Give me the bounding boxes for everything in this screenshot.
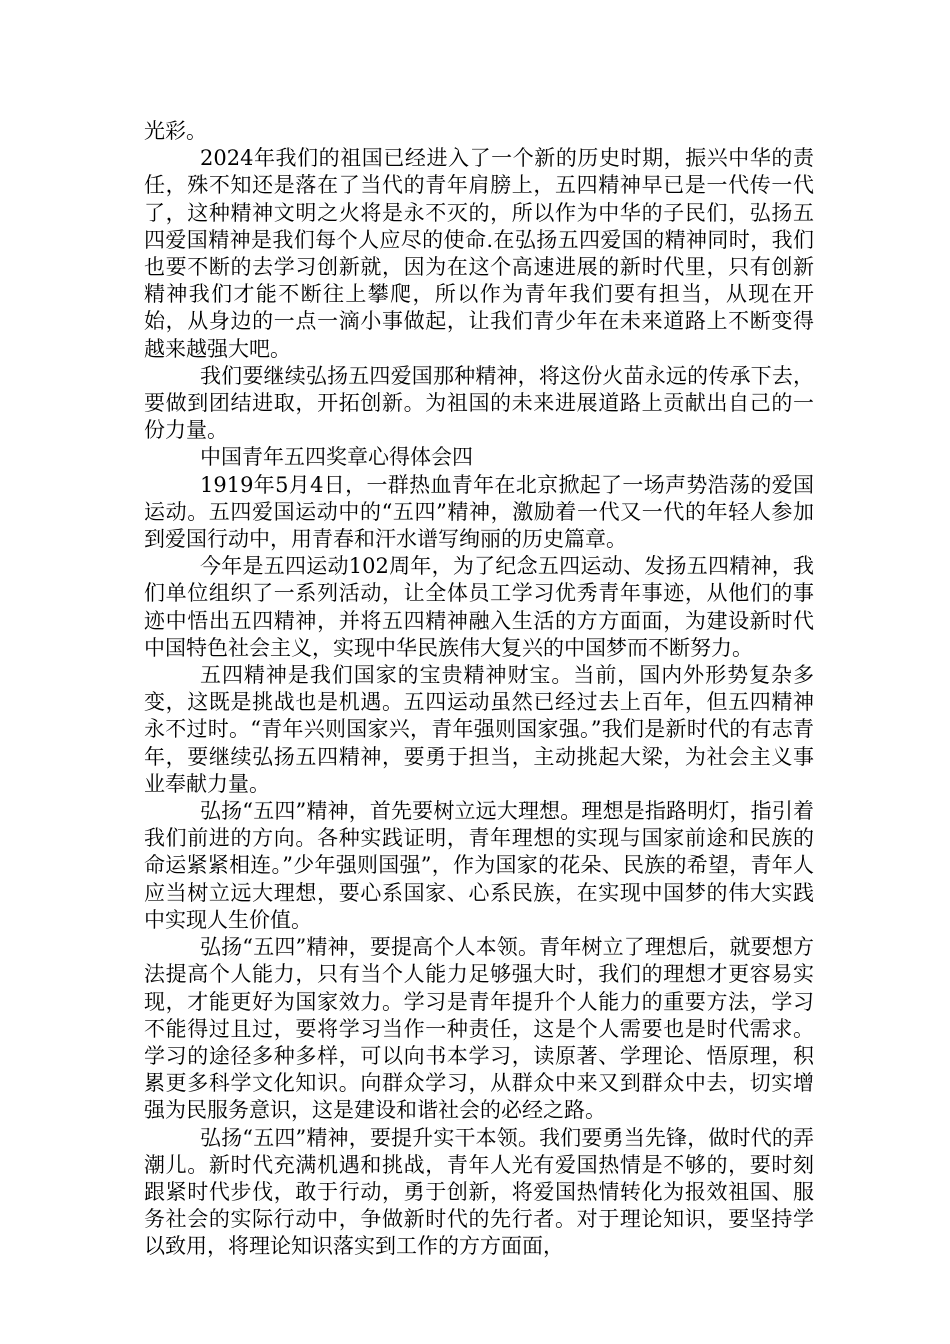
paragraph: 弘扬“五四”精神，要提高个人本领。青年树立了理想后，就要想方法提高个人能力，只有当个人能力足够强大时，我们的理想才更容易实现，才能更好为国家效力。学习是青年提升个人能力的重要方法，学习不能得过且过，要将学习当作一种责任，这是个人需要也是时代需求。学习的途径多种多样，可以向书本学习，读原著、学理论、悟原理，积累更多科学文化知识。向群众学习，从群众中来又到群众中去，切实增强为民服务意识，这是建设和谐社会的必经之路。 <box>144 935 814 1123</box>
paragraph: 我们要继续弘扬五四爱国那种精神，将这份火苗永远的传承下去，要做到团结进取，开拓创新。为祖国的未来进展道路上贡献出自己的一份力量。 <box>144 363 814 443</box>
paragraph: 弘扬“五四”精神，要提升实干本领。我们要勇当先锋，做时代的弄潮儿。新时代充满机遇和挑战，青年人光有爱国热情是不够的，要时刻跟紧时代步伐，敢于行动，勇于创新，将爱国热情转化为报效祖国、服务社会的实际行动中，争做新时代的先行者。对于理论知识，要坚持学以致用，将理论知识落实到工作的方方面面， <box>144 1125 814 1259</box>
paragraph: 2024年我们的祖国已经进入了一个新的历史时期，振兴中华的责任，殊不知还是落在了当代的青年肩膀上，五四精神早已是一代传一代了，这种精神文明之火将是永不灭的，所以作为中华的子民们，弘扬五四爱国精神是我们每个人应尽的使命.在弘扬五四爱国的精神同时，我们也要不断的去学习创新就，因为在这个高速进展的新时代里，只有创新精神我们才能不断往上攀爬，所以作为青年我们要有担当，从现在开始，从身边的一点一滴小事做起，让我们青少年在未来道路上不断变得越来越强大吧。 <box>144 146 814 361</box>
paragraph: 今年是五四运动102周年，为了纪念五四运动、发扬五四精神，我们单位组织了一系列活动，让全体员工学习优秀青年事迹，从他们的事迹中悟出五四精神，并将五四精神融入生活的方方面面，为建设新时代中国特色社会主义，实现中华民族伟大复兴的中国梦而不断努力。 <box>144 554 814 660</box>
paragraph: 光彩。 <box>144 119 207 143</box>
paragraph: 弘扬“五四”精神，首先要树立远大理想。理想是指路明灯，指引着我们前进的方向。各种实践证明，青年理想的实现与国家前途和民族的命运紧紧相连。”少年强则国强”，作为国家的花朵、民族的希望，青年人应当树立远大理想，要心系国家、心系民族，在实现中国梦的伟大实践中实现人生价值。 <box>144 799 814 932</box>
paragraph: 五四精神是我们国家的宝贵精神财宝。当前，国内外形势复杂多变，这既是挑战也是机遇。五四运动虽然已经过去上百年，但五四精神永不过时。“青年兴则国家兴，青年强则国家强。”我们是新时代的有志青年，要继续弘扬五四精神，要勇于担当，主动挑起大梁，为社会主义事业奉献力量。 <box>144 663 814 796</box>
section-heading: 中国青年五四奖章心得体会四 <box>200 445 473 470</box>
document-page <box>144 118 814 1261</box>
paragraph: 1919年5月4日，一群热血青年在北京掀起了一场声势浩荡的爱国运动。五四爱国运动中的“五四”精神，激励着一代又一代的年轻人参加到爱国行动中，用青春和汗水谱写绚丽的历史篇章。 <box>144 472 814 552</box>
